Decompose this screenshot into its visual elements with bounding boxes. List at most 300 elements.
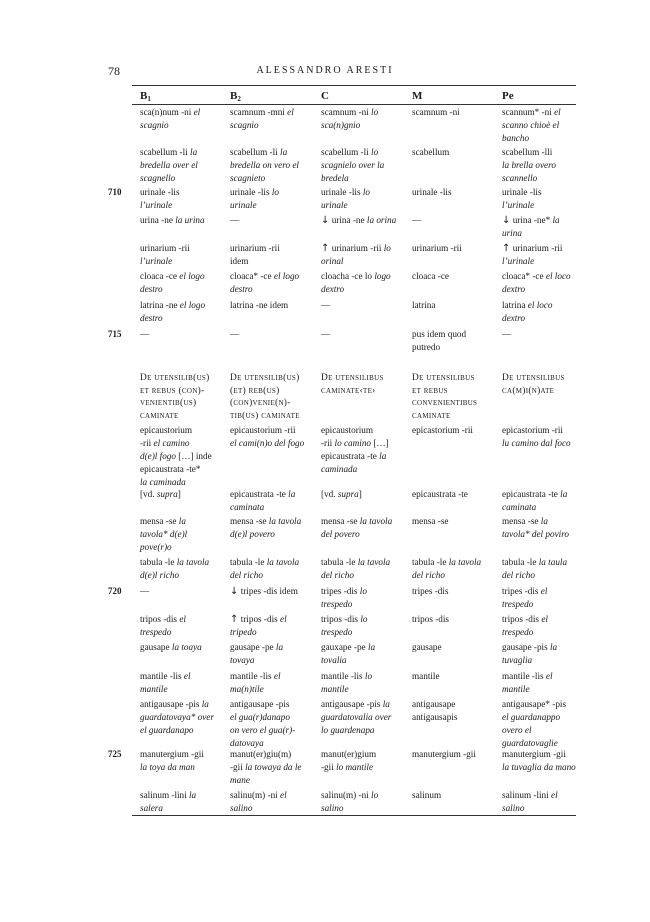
cell-text: on vero el gua(r)- bbox=[230, 725, 296, 735]
cell-text: el guardanapo bbox=[140, 725, 194, 735]
cell-text: mantile bbox=[140, 684, 168, 694]
cell-text: tripos -dis bbox=[502, 614, 542, 624]
cell-m bbox=[412, 698, 498, 724]
cell-text: la bbox=[367, 642, 376, 652]
cell-text: guardatovaya* bbox=[140, 712, 196, 722]
cell-pe bbox=[502, 214, 588, 240]
cell-text: urina bbox=[502, 228, 522, 238]
cell-text: orinal bbox=[321, 256, 344, 266]
cell-c bbox=[321, 748, 407, 774]
cell-text: tripes -dis idem bbox=[238, 586, 298, 596]
cell-text: manut(er)gium bbox=[321, 749, 377, 759]
cell-text: scabellum -li bbox=[230, 147, 281, 157]
cell-b2 bbox=[230, 328, 316, 341]
cell-text: lo bbox=[359, 586, 367, 596]
cell-text: -rii bbox=[140, 438, 154, 448]
cell-text: — bbox=[321, 300, 331, 310]
cell-text: antigausape -pis bbox=[140, 699, 202, 709]
cell-text: lu camino dal foco bbox=[502, 438, 571, 448]
cell-text: De utensilibus bbox=[502, 373, 565, 383]
cell-pe bbox=[502, 613, 588, 639]
cell-text: antigausape bbox=[412, 699, 456, 709]
cell-text: gausape -pis bbox=[502, 642, 550, 652]
cell-m bbox=[412, 488, 498, 501]
cell-c bbox=[321, 106, 407, 132]
cell-text: bredela bbox=[321, 173, 349, 183]
cell-text: el gua(r)danapo bbox=[230, 712, 290, 722]
cell-pe bbox=[502, 698, 588, 750]
cell-b1 bbox=[140, 424, 226, 489]
cell-text: epicaustrata -te* bbox=[140, 464, 201, 474]
cell-text: epicaustrata -te bbox=[412, 489, 468, 499]
cell-text: sca(n)num -ni bbox=[140, 107, 194, 117]
cell-m bbox=[412, 214, 498, 227]
cell-text: urinarium -rii bbox=[140, 243, 190, 253]
cell-text: scannello bbox=[502, 173, 538, 183]
cell-text: lo mantile bbox=[336, 762, 374, 772]
cell-text: lo bbox=[371, 107, 379, 117]
cell-text: mensa -se bbox=[502, 516, 541, 526]
cell-pe bbox=[502, 488, 588, 514]
cell-text: el bbox=[540, 586, 548, 596]
cell-b1 bbox=[140, 242, 226, 268]
cell-m bbox=[412, 613, 498, 626]
cell-text: ca(m)i(n)ate bbox=[502, 385, 555, 396]
cell-m bbox=[412, 146, 498, 159]
cell-text: cloaca -ce bbox=[140, 271, 180, 281]
cell-text: urina -ne bbox=[329, 215, 367, 225]
cell-c bbox=[321, 641, 407, 667]
cell-pe bbox=[502, 641, 588, 667]
cell-pe bbox=[502, 424, 588, 450]
cell-m bbox=[412, 299, 498, 312]
cell-text: mensa -se bbox=[230, 516, 269, 526]
cell-text: [vd. bbox=[140, 489, 157, 499]
cell-text: el bbox=[280, 790, 287, 800]
cell-text: la orina bbox=[366, 215, 397, 225]
cell-text: urina -ne* bbox=[510, 215, 553, 225]
cell-text: salino bbox=[230, 803, 253, 813]
cell-text: la bbox=[275, 642, 284, 652]
cell-m bbox=[412, 106, 498, 119]
cell-text: cloacha -ce lo bbox=[321, 271, 375, 281]
cell-text: latrina bbox=[412, 300, 436, 310]
cell-text: lo guardenapa bbox=[321, 725, 375, 735]
cell-b2 bbox=[230, 106, 316, 132]
cell-text: caminata bbox=[230, 502, 265, 512]
cell-text: caminate‹te› bbox=[321, 385, 376, 396]
cell-text: salino bbox=[321, 803, 344, 813]
cell-c bbox=[321, 698, 407, 737]
cell-b1 bbox=[140, 186, 226, 212]
cell-text: idem bbox=[230, 256, 249, 266]
cell-c bbox=[321, 372, 407, 397]
cell-c bbox=[321, 424, 407, 476]
cell-text: mensa -se bbox=[140, 516, 179, 526]
verse-number: 725 bbox=[108, 749, 122, 759]
cell-b2 bbox=[230, 488, 316, 514]
cell-text: scagnio bbox=[230, 120, 259, 130]
cell-c bbox=[321, 556, 407, 582]
cell-text: d(e)l fogo bbox=[140, 451, 176, 461]
cell-text: la toaya bbox=[171, 642, 202, 652]
cell-text: caminada bbox=[321, 464, 358, 474]
cell-b2 bbox=[230, 515, 316, 541]
cell-text: urinale -lis bbox=[230, 187, 272, 197]
cell-text: — bbox=[321, 329, 331, 339]
cell-text: urinale bbox=[230, 200, 257, 210]
cell-b1 bbox=[140, 106, 226, 132]
cell-text: overo el bbox=[502, 725, 532, 735]
cell-c bbox=[321, 299, 407, 312]
cell-b1 bbox=[140, 748, 226, 774]
cell-text: la bbox=[552, 215, 560, 225]
cell-text: tripes -dis bbox=[321, 586, 360, 596]
cell-text: gausape -pe bbox=[230, 642, 276, 652]
cell-text: De utensilib(us) bbox=[230, 373, 300, 383]
cell-m bbox=[412, 641, 498, 654]
cell-b2 bbox=[230, 299, 316, 312]
cell-m bbox=[412, 670, 498, 683]
cell-c bbox=[321, 515, 407, 541]
cell-text: (et) reb(us) bbox=[230, 385, 280, 396]
cell-text: urinale -lis bbox=[412, 187, 452, 197]
cell-text: mantile -lis bbox=[502, 671, 546, 681]
cell-text: dextro bbox=[502, 284, 526, 294]
cell-text: del richo bbox=[502, 570, 535, 580]
cell-text: urinarium -rii bbox=[510, 243, 563, 253]
cell-text: el bbox=[193, 107, 201, 117]
cell-b2 bbox=[230, 698, 316, 750]
column-header-pe bbox=[502, 90, 514, 102]
cell-text: salinum -lini bbox=[140, 790, 189, 800]
cell-text: scagnieto bbox=[230, 173, 266, 183]
cell-b2 bbox=[230, 146, 316, 185]
cell-text: el bbox=[273, 671, 281, 681]
cell-text: De utensilibus bbox=[321, 373, 384, 383]
cell-c bbox=[321, 613, 407, 639]
cell-text: la taula bbox=[538, 557, 568, 567]
cell-text: tabula -le bbox=[321, 557, 358, 567]
cell-text: ] bbox=[177, 489, 181, 499]
cell-text: el bbox=[554, 107, 561, 117]
cell-text: manutergium -gii bbox=[502, 749, 566, 759]
cell-pe bbox=[502, 670, 588, 696]
table-bottom-rule bbox=[132, 815, 576, 816]
cell-text: […] inde bbox=[175, 451, 212, 461]
cell-text: urinale -lis bbox=[140, 187, 180, 197]
cell-text: la bbox=[201, 699, 209, 709]
arrow-mark: ↑ bbox=[230, 614, 239, 625]
verse-number: 715 bbox=[108, 329, 122, 339]
column-header-sub: 1 bbox=[147, 95, 151, 103]
cell-text: -gii bbox=[230, 762, 246, 772]
cell-m bbox=[412, 789, 498, 802]
cell-text: el bbox=[551, 790, 558, 800]
cell-text: mantile -lis bbox=[321, 671, 365, 681]
cell-pe bbox=[502, 556, 588, 582]
cell-text: scabellum -li bbox=[140, 147, 191, 157]
cell-text: la toya da man bbox=[140, 762, 195, 772]
cell-text: salinu(m) -ni bbox=[230, 790, 281, 800]
cell-text: antigausapis bbox=[412, 712, 458, 722]
cell-c bbox=[321, 789, 407, 815]
cell-text: mantile bbox=[412, 671, 440, 681]
cell-text: scagnio bbox=[140, 120, 169, 130]
cell-text: la tavola bbox=[357, 557, 391, 567]
cell-b1 bbox=[140, 698, 226, 737]
column-header-letter: B bbox=[140, 90, 148, 102]
cell-text: logo bbox=[374, 271, 391, 281]
cell-text: tripes -dis bbox=[412, 586, 449, 596]
cell-text: scannum* -ni bbox=[502, 107, 555, 117]
cell-text: tib(us) caminate bbox=[230, 410, 300, 421]
cell-text: scamnum -ni bbox=[321, 107, 372, 117]
cell-pe bbox=[502, 328, 588, 341]
column-header-c bbox=[321, 90, 329, 102]
cell-text: la towaya da le bbox=[245, 762, 302, 772]
cell-m bbox=[412, 186, 498, 199]
cell-text: del richo bbox=[412, 570, 445, 580]
running-title: ALESSANDRO ARESTI bbox=[256, 65, 394, 76]
cell-text: -gii bbox=[321, 762, 337, 772]
cell-b2 bbox=[230, 556, 316, 582]
cell-pe bbox=[502, 270, 588, 296]
cell-text: tabula -le bbox=[502, 557, 539, 567]
cell-text: guardatovalia over bbox=[321, 712, 392, 722]
cell-text: tripos -dis bbox=[238, 614, 280, 624]
cell-text: mantile bbox=[502, 684, 530, 694]
cell-text: guardatovaglie bbox=[502, 738, 558, 748]
cell-text: la bbox=[280, 147, 288, 157]
cell-text: la bbox=[190, 147, 198, 157]
cell-pe bbox=[502, 299, 588, 325]
cell-text: la bbox=[379, 451, 387, 461]
cell-text: tovalia bbox=[321, 655, 347, 665]
cell-b1 bbox=[140, 146, 226, 185]
cell-m bbox=[412, 556, 498, 582]
cell-text: mantile -lis bbox=[230, 671, 274, 681]
cell-text: mensa -se bbox=[321, 516, 360, 526]
cell-text: destro bbox=[230, 284, 253, 294]
cell-text: el logo bbox=[273, 271, 300, 281]
column-header-letter: M bbox=[412, 90, 423, 102]
arrow-mark: ↓ bbox=[230, 586, 239, 597]
cell-text: bredella on vero el bbox=[230, 160, 299, 170]
cell-text: ] bbox=[358, 489, 362, 499]
cell-text: pus idem quod bbox=[412, 329, 467, 339]
cell-text: trespedo bbox=[321, 599, 353, 609]
cell-text: scamnum -mni bbox=[230, 107, 288, 117]
cell-b2 bbox=[230, 670, 316, 696]
cell-text: lo bbox=[371, 147, 379, 157]
cell-text: epicaustrata -te bbox=[321, 451, 380, 461]
cell-text: […] bbox=[371, 438, 389, 448]
cell-text: la tuvaglia da mano bbox=[502, 762, 576, 772]
cell-text: convenientibus bbox=[412, 398, 478, 408]
column-header-b2 bbox=[230, 90, 241, 103]
cell-text: la tavola bbox=[266, 557, 300, 567]
cell-text: scabellum bbox=[412, 147, 450, 157]
cell-text: bancho bbox=[502, 133, 530, 143]
cell-text: (con)venie(n)- bbox=[230, 398, 291, 408]
cell-text: lo bbox=[271, 187, 279, 197]
cell-text: — bbox=[412, 215, 422, 225]
cell-b2 bbox=[230, 748, 316, 787]
cell-text: mensa -se bbox=[412, 516, 449, 526]
cell-m bbox=[412, 372, 498, 422]
cell-c bbox=[321, 146, 407, 185]
cell-text: la urina bbox=[175, 215, 205, 225]
cell-c bbox=[321, 585, 407, 611]
cell-b1 bbox=[140, 488, 226, 501]
cell-text: trespedo bbox=[502, 599, 534, 609]
cell-b1 bbox=[140, 372, 226, 422]
cell-text: putredo bbox=[412, 342, 441, 352]
cell-text: De utensilibus bbox=[412, 373, 475, 383]
cell-text: la bbox=[549, 642, 558, 652]
cell-text: urinale -lis bbox=[502, 187, 542, 197]
cell-c bbox=[321, 670, 407, 696]
cell-b2 bbox=[230, 585, 316, 598]
cell-text: — bbox=[140, 329, 150, 339]
cell-text: cloaca* -ce bbox=[502, 271, 546, 281]
cell-b2 bbox=[230, 270, 316, 296]
cell-text: el logo bbox=[179, 271, 205, 281]
verse-number: 710 bbox=[108, 187, 122, 197]
cell-text: tripos -dis bbox=[321, 614, 361, 624]
cell-text: lo bbox=[360, 614, 368, 624]
cell-text: el bbox=[280, 614, 287, 624]
cell-text: mantile bbox=[321, 684, 349, 694]
cell-text: urina -ne bbox=[140, 215, 176, 225]
cell-c bbox=[321, 328, 407, 341]
arrow-mark: ↓ bbox=[502, 215, 511, 226]
cell-c bbox=[321, 214, 407, 227]
column-header-letter: B bbox=[230, 90, 238, 102]
column-header-letter: Pe bbox=[502, 90, 514, 102]
cell-text: destro bbox=[140, 313, 163, 323]
cell-text: urinarium -rii bbox=[329, 243, 384, 253]
cell-text: trespedo bbox=[321, 627, 353, 637]
cell-b1 bbox=[140, 789, 226, 815]
cell-pe bbox=[502, 146, 588, 185]
cell-c bbox=[321, 270, 407, 296]
cell-text: la bbox=[382, 699, 390, 709]
cell-b2 bbox=[230, 372, 316, 422]
cell-text: caminata bbox=[502, 502, 537, 512]
cell-text: caminate bbox=[412, 410, 451, 421]
cell-text: antigausape* -pis bbox=[502, 699, 567, 709]
cell-text: el loco bbox=[527, 300, 553, 310]
cell-c bbox=[321, 488, 407, 501]
cell-text: l’urinale bbox=[140, 256, 173, 266]
cell-text: supra bbox=[156, 489, 178, 499]
cell-text: destro bbox=[140, 284, 163, 294]
cell-pe bbox=[502, 186, 588, 212]
cell-text: latrina bbox=[502, 300, 528, 310]
cell-text: la tavola bbox=[176, 557, 210, 567]
cell-text: -rii bbox=[321, 438, 335, 448]
cell-text: gausape bbox=[412, 642, 442, 652]
column-header-letter: C bbox=[321, 90, 329, 102]
cell-text: dextro bbox=[321, 284, 345, 294]
cell-text: epicaustorium bbox=[140, 425, 193, 435]
cell-text: latrina -ne idem bbox=[230, 300, 289, 310]
cell-text: el bbox=[179, 614, 186, 624]
cell-text: del richo bbox=[321, 570, 354, 580]
cell-b2 bbox=[230, 641, 316, 667]
cell-text: tabula -le bbox=[140, 557, 177, 567]
cell-text: epicaustrata -te bbox=[502, 489, 561, 499]
cell-text: tripedo bbox=[230, 627, 257, 637]
cell-b1 bbox=[140, 270, 226, 296]
cell-text: — bbox=[230, 215, 240, 225]
cell-text: venientib(us) bbox=[140, 398, 197, 408]
cell-text: datovaya bbox=[230, 738, 264, 748]
cell-b1 bbox=[140, 328, 226, 341]
cell-pe bbox=[502, 789, 588, 815]
arrow-mark: ↑ bbox=[321, 243, 330, 254]
cell-text: tavola* del poviro bbox=[502, 529, 570, 539]
cell-text: tavola* d(e)l bbox=[140, 529, 188, 539]
cell-text: salinu(m) -ni bbox=[321, 790, 372, 800]
cell-text: salera bbox=[140, 803, 163, 813]
cell-text: supra bbox=[337, 489, 359, 499]
cell-text: el bbox=[287, 107, 294, 117]
cell-text: del povero bbox=[321, 529, 360, 539]
cell-b1 bbox=[140, 641, 226, 654]
cell-text: epicastorium -rii bbox=[412, 425, 473, 435]
cell-text: epicaustorium bbox=[321, 425, 374, 435]
cell-text: l’urinale bbox=[502, 200, 535, 210]
cell-text: lo bbox=[371, 790, 379, 800]
verse-number: 720 bbox=[108, 586, 122, 596]
cell-text: epicastorium -rii bbox=[502, 425, 563, 435]
cell-text: scabellum -lli bbox=[502, 147, 553, 157]
cell-text: l’urinale bbox=[140, 200, 173, 210]
cell-b2 bbox=[230, 789, 316, 815]
column-header-b1 bbox=[140, 90, 151, 103]
cell-text: scagnielo over la bbox=[321, 160, 385, 170]
cell-text: — bbox=[140, 586, 150, 596]
cell-text: tovaya bbox=[230, 655, 255, 665]
cell-text: mane bbox=[230, 775, 250, 785]
cell-text: manutergium -gii bbox=[412, 749, 476, 759]
cell-text: sca(n)gnio bbox=[321, 120, 361, 130]
cell-text: el logo bbox=[179, 300, 206, 310]
cell-text: gausape bbox=[140, 642, 172, 652]
cell-text: la caminada bbox=[140, 477, 186, 487]
cell-text: la tavola bbox=[448, 557, 482, 567]
cell-text: trespedo bbox=[140, 627, 172, 637]
cell-text: la bbox=[288, 489, 296, 499]
cell-text: bredella over el bbox=[140, 160, 198, 170]
cell-text: del richo bbox=[230, 570, 263, 580]
cell-text: salinum bbox=[412, 790, 442, 800]
cell-text: scamnum -ni bbox=[412, 107, 460, 117]
cell-text: ma(n)tile bbox=[230, 684, 264, 694]
table-top-rule bbox=[132, 85, 576, 86]
cell-b1 bbox=[140, 556, 226, 582]
cell-text: la brella overo bbox=[502, 160, 556, 170]
column-header-sub: 2 bbox=[237, 95, 241, 103]
cell-b1 bbox=[140, 585, 226, 598]
cell-b1 bbox=[140, 214, 226, 227]
cell-text: lo bbox=[383, 243, 391, 253]
cell-b2 bbox=[230, 242, 316, 268]
cell-pe bbox=[502, 515, 588, 541]
